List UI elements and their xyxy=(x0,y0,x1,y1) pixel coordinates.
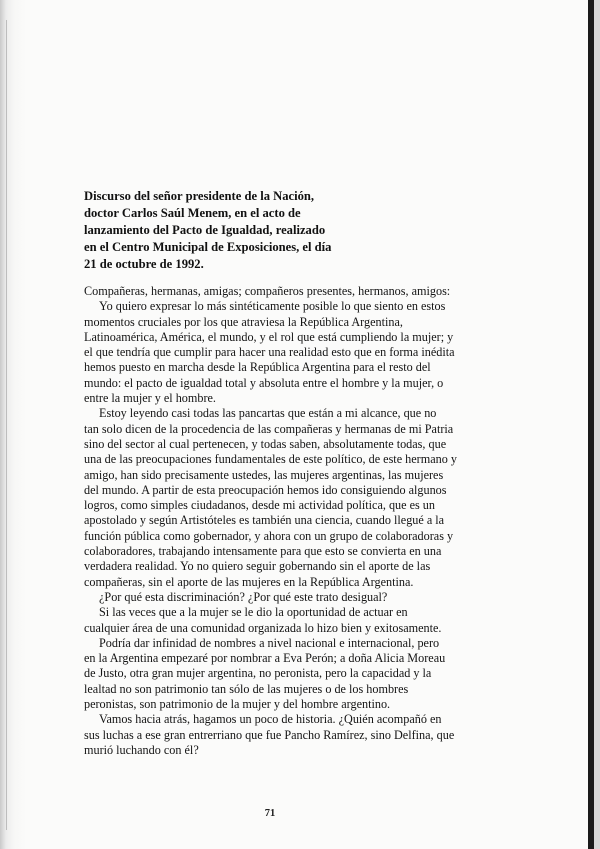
body-line: mundo: el pacto de igualdad total y absoluta entre el hombre y la mujer, o xyxy=(84,375,444,390)
body-line: Compañeras, hermanas, amigas; compañeros presentes, hermanos, amigos: xyxy=(84,284,451,298)
speech-heading xyxy=(84,188,444,273)
body-line: Estoy leyendo casi todas las pancartas que están a mi alcance, que no xyxy=(99,406,437,421)
body-line: tan solo dicen de la procedencia de las compañeras y hermanas de mi Patria xyxy=(84,421,454,436)
heading-line: lanzamiento del Pacto de Igualdad, realizado xyxy=(84,223,326,237)
body-line: entre la mujer y el hombre. xyxy=(84,391,216,406)
body-line: Latinoamérica, América, el mundo, y el rol que está cumpliendo la mujer; y xyxy=(84,329,454,344)
body-line: peronistas, son patrimonio de la mujer y del hombre argentino. xyxy=(84,697,391,712)
body-line: una de las preocupaciones fundamentales de este político, de este hermano y xyxy=(84,452,457,467)
body-line: hemos puesto en marcha desde la República Argentina para el resto del xyxy=(84,360,431,375)
body-line: logros, como simples ciudadanos, desde mi actividad política, que es un xyxy=(84,498,435,513)
scan-right-border xyxy=(588,0,594,849)
body-line: verdadera realidad. Yo no quiero seguir gobernando sin el aporte de las xyxy=(84,559,431,574)
body-line: el que tendría que cumplir para hacer una realidad esto que en forma inédita xyxy=(84,345,455,360)
body-line: de Justo, otra gran mujer argentina, no peronista, pero la capacidad y la xyxy=(84,666,432,681)
heading-line: en el Centro Municipal de Exposiciones, el día xyxy=(84,240,332,254)
heading-line: 21 de octubre de 1992. xyxy=(84,257,204,271)
body-line: Vamos hacia atrás, hagamos un poco de historia. ¿Quién acompañó en xyxy=(99,712,442,727)
body-line: del mundo. A partir de esta preocupación hemos ido consiguiendo algunos xyxy=(84,482,447,497)
body-line: sino del sector al cual pertenecen, y todas saben, absolutamente todas, que xyxy=(84,436,447,451)
body-line: cualquier área de una comunidad organizada lo hizo bien y exitosamente. xyxy=(84,620,442,635)
body-line: murió luchando con él? xyxy=(84,742,199,757)
body-line: compañeras, sin el aporte de las mujeres en la República Argentina. xyxy=(84,574,414,589)
body-line: lealtad no son patrimonio tan sólo de las mujeres o de los hombres xyxy=(84,681,409,696)
heading-line: Discurso del señor presidente de la Nación, xyxy=(84,189,315,203)
page-number: 71 xyxy=(264,808,276,819)
body-line: colaboradores, trabajando intensamente para que esto se convierta en una xyxy=(84,544,442,559)
body-line: momentos cruciales por los que atraviesa la República Argentina, xyxy=(84,314,403,329)
heading-line: doctor Carlos Saúl Menem, en el acto de xyxy=(84,206,301,220)
body-line: ¿Por qué esta discriminación? ¿Por qué este trato desigual? xyxy=(99,589,388,604)
body-line: amigo, han sido precisamente ustedes, las mujeres argentinas, las mujeres xyxy=(84,467,444,482)
body-line: Yo quiero expresar lo más sintéticamente posible lo que siento en estos xyxy=(99,299,446,314)
scan-binding-line xyxy=(6,20,7,830)
body-line: Podría dar infinidad de nombres a nivel nacional e internacional, pero xyxy=(99,635,440,650)
scan-left-shadow xyxy=(0,0,26,849)
body-line: Si las veces que a la mujer se le dio la oportunidad de actuar en xyxy=(99,605,408,620)
body-line: función pública como gobernador, y ahora con un grupo de colaboradoras y xyxy=(84,528,454,543)
body-line: en la Argentina empezaré por nombrar a Eva Perón; a doña Alicia Moreau xyxy=(84,651,446,666)
body-line: apostolado y según Artistóteles es también una ciencia, cuando llegué a la xyxy=(84,513,445,528)
body-line: sus luchas a ese gran entrerriano que fue Pancho Ramírez, sino Delfina, que xyxy=(84,727,455,742)
speech-body xyxy=(84,284,509,758)
